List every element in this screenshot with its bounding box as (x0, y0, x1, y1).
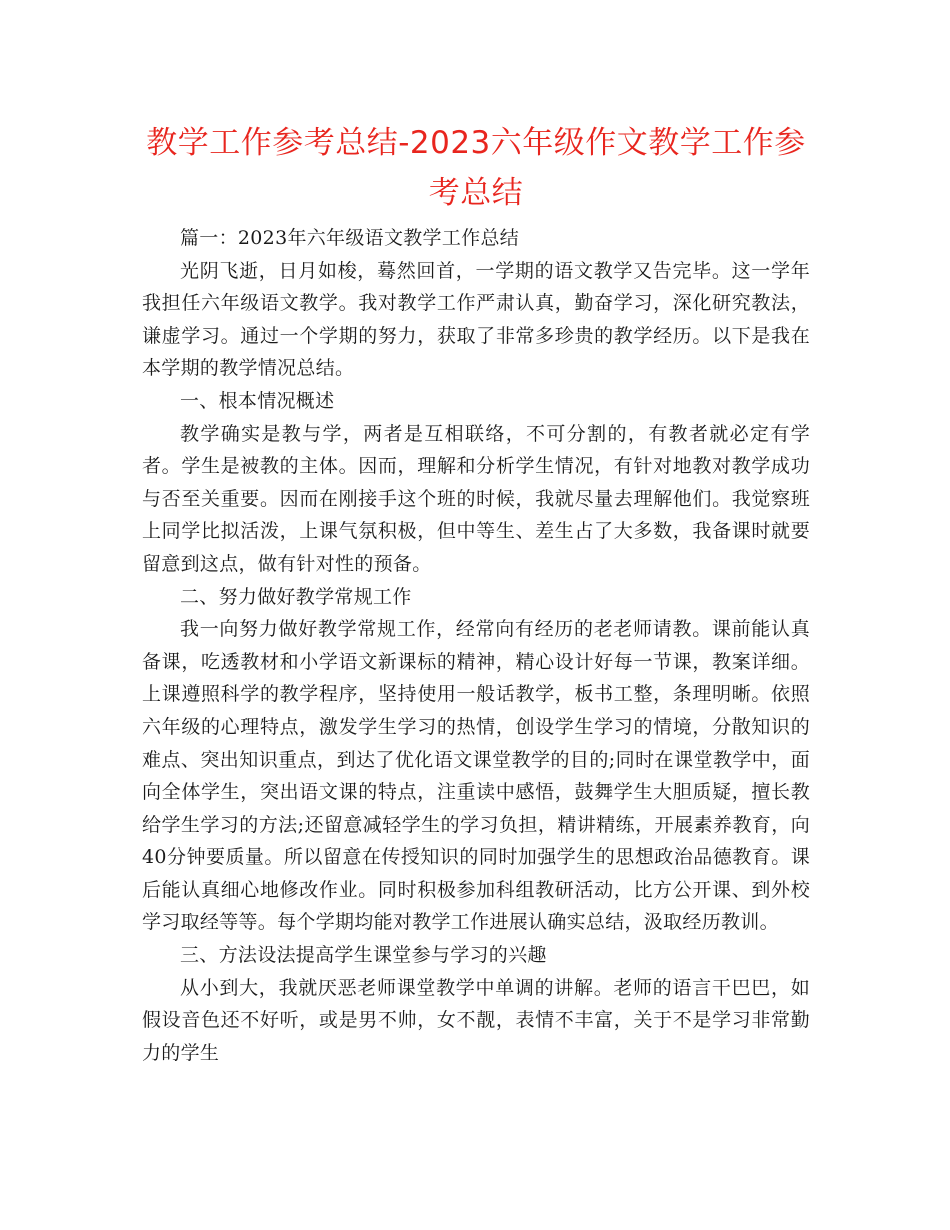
document-body (142, 222, 810, 1069)
section-heading-article-one: 篇一：2023年六年级语文教学工作总结 (180, 227, 520, 249)
paragraph-basic-situation: 教学确实是教与学，两者是互相联络，不可分割的，有教者就必定有学者。学生是被教的主体。因而，理解和分析学生情况，有针对地教对教学成功与否至关重要。因而在刚接手这个班的时候，我就尽量去理解他们。我觉察班上同学比拟活泼，上课气氛积极，但中等生、差生占了大多数，我备课时就要留意到这点，做有针对性的预备。 (142, 422, 810, 575)
paragraph-student-interest: 从小到大，我就厌恶老师课堂教学中单调的讲解。老师的语言干巴巴，如假设音色还不好听，或是男不帅，女不靓，表情不丰富，关于不是学习非常勤力的学生 (142, 976, 810, 1064)
paragraph-intro: 光阴飞逝，日月如梭，蓦然回首，一学期的语文教学又告完毕。这一学年我担任六年级语文教学。我对教学工作严肃认真，勤奋学习，深化研究教法，谦虚学习。通过一个学期的努力，获取了非常多珍贵的教学经历。以下是我在本学期的教学情况总结。 (142, 259, 810, 380)
document-title: 教学工作参考总结-2023六年级作文教学工作参考总结 (146, 125, 806, 211)
section-heading-teaching-routine: 二、努力做好教学常规工作 (180, 585, 412, 608)
document-page (142, 118, 810, 1069)
section-heading-basic-situation: 一、根本情况概述 (180, 389, 335, 412)
section-heading-student-interest: 三、方法设法提高学生课堂参与学习的兴趣 (180, 944, 547, 967)
paragraph-teaching-routine: 我一向努力做好教学常规工作，经常向有经历的老老师请教。课前能认真备课，吃透教材和小学语文新课标的精神，精心设计好每一节课，教案详细。上课遵照科学的教学程序，坚持使用一般话教学，板书工整，条理明晰。依照六年级的心理特点，激发学生学习的热情，创设学生学习的情境，分散知识的难点、突出知识重点，到达了优化语文课堂教学的目的;同时在课堂教学中，面向全体学生，突出语文课的特点，注重读中感悟，鼓舞学生大胆质疑，擅长教给学生学习的方法;还留意减轻学生的学习负担，精讲精练，开展素养教育，向40分钟要质量。所以留意在传授知识的同时加强学生的思想政治品德教育。课后能认真细心地修改作业。同时积极参加科组教研活动，比方公开课、到外校学习取经等等。每个学期均能对教学工作进展认确实总结，汲取经历教训。 (142, 618, 810, 934)
